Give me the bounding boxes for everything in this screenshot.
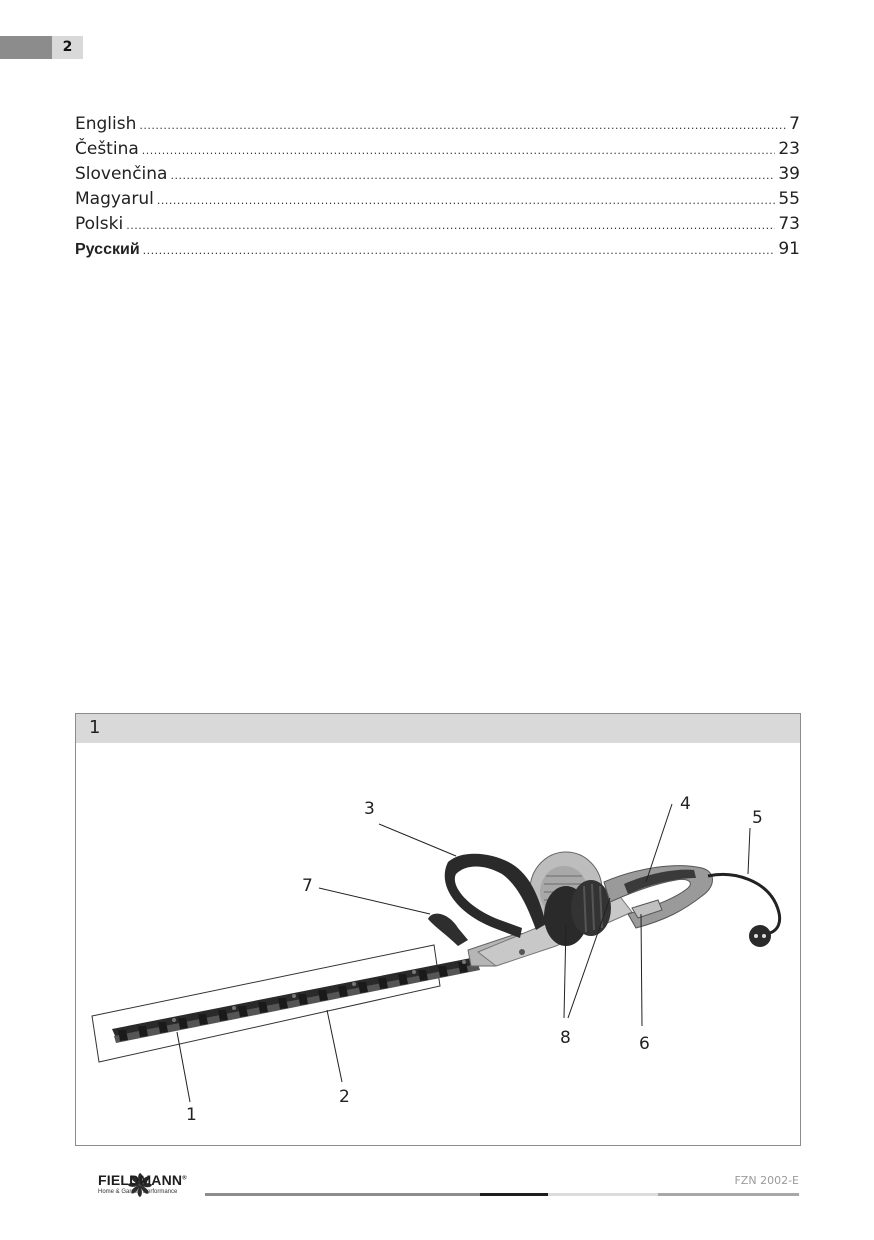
power-cord [708, 874, 780, 934]
toc-leader-dots [139, 119, 786, 132]
toc-leader-dots [157, 194, 776, 207]
toc-language: English [75, 114, 137, 134]
toc-leader-dots [143, 244, 776, 257]
page-tab-bar [0, 36, 52, 59]
toc-row[interactable] [75, 189, 800, 214]
toc-row[interactable] [75, 164, 800, 189]
callout-leaders [177, 804, 750, 1102]
cord-plug [749, 925, 771, 947]
brand-tagline: Home & Garden Performance [98, 1189, 178, 1195]
footer-rule-segment [658, 1193, 799, 1196]
brand-name: FIELDMANN® [98, 1172, 187, 1188]
callout-3: 3 [364, 799, 375, 819]
callout-4: 4 [680, 794, 691, 814]
figure-box [75, 713, 801, 1146]
trademark-mark: ® [182, 1175, 187, 1182]
toc-language: Polski [75, 214, 124, 234]
footer-rule-segment [205, 1193, 480, 1196]
front-guard [428, 914, 468, 946]
toc-page: 91 [778, 239, 800, 259]
toc-row[interactable] [75, 214, 800, 239]
toc-row[interactable] [75, 114, 800, 139]
toc-page: 7 [789, 114, 800, 134]
toc-leader-dots [170, 169, 775, 182]
toc-page: 39 [778, 164, 800, 184]
loop-handle [445, 854, 546, 938]
callout-8: 8 [560, 1028, 571, 1048]
toc-row[interactable] [75, 139, 800, 164]
toc-language: Русский [75, 241, 140, 258]
toc-page: 55 [778, 189, 800, 209]
hedge-trimmer-illustration [76, 714, 800, 1145]
figure-label: 1 [89, 717, 101, 738]
footer-rule-segment [548, 1193, 658, 1196]
toc-row[interactable] [75, 239, 800, 264]
table-of-contents [75, 114, 800, 264]
toc-leader-dots [126, 219, 775, 232]
footer-rule-segment [480, 1193, 548, 1196]
page-number: 2 [52, 36, 83, 59]
callout-5: 5 [752, 808, 763, 828]
callout-1: 1 [186, 1105, 197, 1125]
callout-2: 2 [339, 1087, 350, 1107]
toc-page: 23 [778, 139, 800, 159]
toc-language: Slovenčina [75, 164, 168, 184]
callout-6: 6 [639, 1034, 650, 1054]
callout-7: 7 [302, 876, 313, 896]
toc-language: Čeština [75, 139, 139, 159]
toc-language: Magyarul [75, 189, 154, 209]
model-number: FZN 2002-E [734, 1174, 799, 1187]
toc-page: 73 [778, 214, 800, 234]
toc-leader-dots [142, 144, 776, 157]
